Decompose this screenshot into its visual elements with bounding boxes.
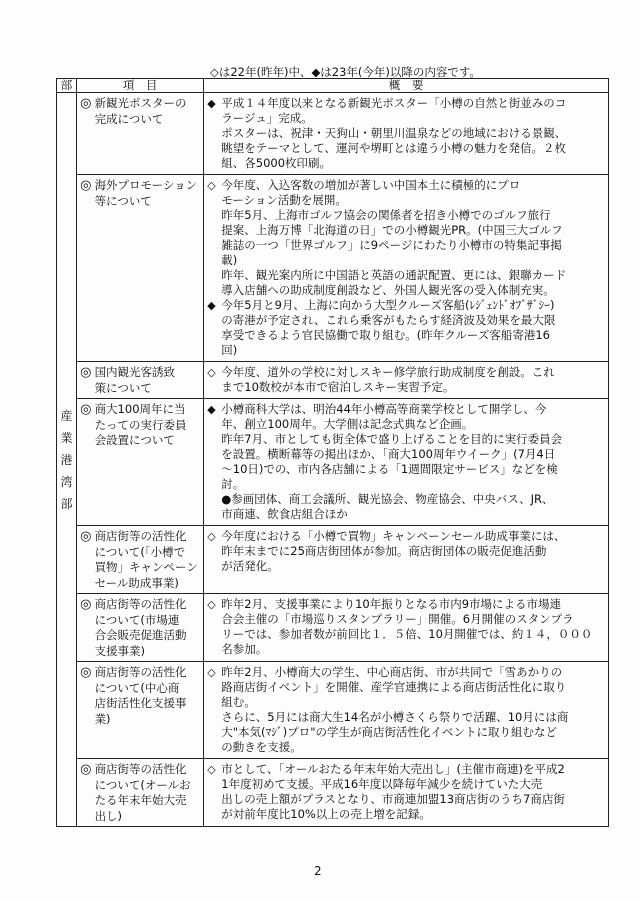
item-title-line: について(オールお (94, 777, 191, 792)
item-mark: ◎ (77, 93, 95, 175)
summary-line: 昨年2月、支援事業により10年振りとなる市内9市場による市場連 (221, 597, 562, 611)
summary-paragraph (207, 298, 605, 358)
item-title-line: 店街活性化支援事 (94, 696, 187, 710)
item-title-line: 買物」キャンペーン (94, 560, 198, 574)
item-title-line: 新観光ポスターの (94, 96, 187, 110)
summary-line: 合会主催の「市場巡りスタンプラリー」開催。6月開催のスタンプラ (221, 612, 574, 626)
item-title-line: 商店街等の活性化 (94, 597, 187, 611)
item-mark: ◎ (77, 759, 95, 827)
summary-cell (204, 399, 609, 526)
summary-line: 年、創立100周年。大学側は記念式典など企画。 (221, 417, 474, 431)
item-title-line: たっての実行委員 (94, 417, 187, 432)
bullet-marker: ◇ (207, 598, 216, 611)
bullet-marker: ◇ (207, 179, 216, 192)
department-char: 産 (60, 408, 73, 423)
department-char: 部 (60, 496, 73, 511)
item-title-line: 会設置について (94, 433, 175, 447)
page-number: 2 (314, 864, 322, 878)
summary-line: が対前年度比10%以上の売上増を記録。 (221, 807, 431, 821)
table-row (57, 362, 609, 399)
summary-text (221, 178, 605, 208)
item-title-line: 業) (94, 711, 111, 726)
item-title (95, 175, 204, 362)
summary-line: 昨年7月、市としても街全体で盛り上げることを目的に実行委員会 (221, 432, 563, 446)
summary-cell (204, 93, 609, 175)
summary-line: ●参画団体、商工会議所、観光協会、物産協会、中央バス、JR、 (221, 492, 554, 506)
item-title-line: 国内観光客誘致 (94, 365, 176, 379)
summary-line: ポスターは、祝津・天狗山・朝里川温泉などの地域における景観、 (221, 126, 567, 140)
table-row (57, 526, 609, 594)
summary-line: 組む。 (221, 695, 256, 709)
item-title (95, 662, 204, 759)
item-title-line: 完成について (94, 111, 164, 126)
header-summary: 概 要 (204, 79, 609, 93)
summary-line: 市として、「オールおたる年末年始大売出し」(主催市商連)を平成2 (221, 762, 565, 776)
table-row (57, 175, 609, 362)
table-row (57, 93, 609, 175)
summary-line: 組、各5000枚印刷。 (221, 156, 332, 170)
summary-cell (204, 759, 609, 827)
summary-cell (204, 362, 609, 399)
department-char: 業 (60, 430, 73, 445)
table-body (57, 93, 609, 827)
summary-line: の寄港が予定され、これら乗客がもたらす経済波及効果を最大限 (221, 313, 556, 327)
summary-line: 今年度、道外の学校に対しスキー修学旅行助成制度を創設。これ (221, 365, 555, 379)
summary-text (221, 665, 605, 755)
summary-line: まで10数校が本市で宿泊しスキー実習予定。 (221, 380, 455, 394)
summary-paragraph (207, 762, 605, 822)
summary-line: 今年度における「小樽で買物」キャンペーンセール助成事業には、 (221, 529, 566, 543)
summary-text (207, 268, 605, 298)
item-title (95, 759, 204, 827)
summary-line: 路商店街イベント」を開催、産学官連携による商店街活性化に取り (221, 680, 567, 694)
summary-line: 提案、上海万博「北海道の日」での小樽観光PR。(中国三大ゴルフ (221, 223, 563, 237)
summary-paragraph (207, 268, 605, 298)
summary-table (56, 78, 609, 827)
summary-cell (204, 594, 609, 662)
legend-caption: ◇は22年(昨年)中、◆は23年(今年)以降の内容です。 (210, 65, 481, 79)
department-char: 湾 (60, 474, 73, 489)
item-title-line: 策について (94, 380, 152, 395)
table-row (57, 594, 609, 662)
summary-cell (204, 526, 609, 594)
summary-line: 平成１４年度以来となる新観光ポスター「小樽の自然と街並みのコ (221, 96, 567, 110)
item-title-line: について(中心商 (94, 680, 180, 695)
item-title-line: 商店街等の活性化 (94, 665, 187, 679)
bullet-marker: ◇ (207, 366, 216, 379)
summary-paragraph (207, 402, 605, 492)
summary-line: 小樽商科大学は、明治44年小樽高等商業学校として開学し、今 (221, 402, 547, 416)
item-mark: ◎ (77, 526, 95, 594)
summary-paragraph (207, 208, 605, 268)
item-title-line: 商店街等の活性化 (94, 762, 187, 776)
item-title-line: たる年末年始大売 (94, 793, 187, 807)
summary-line: 1年度初めて支援。平成16年度以降毎年減少を続けていた大売 (221, 777, 543, 791)
summary-line: 昨年末までに25商店街団体が参加。商店街団体の販売促進活動 (221, 544, 547, 558)
summary-cell (204, 175, 609, 362)
table-row (57, 759, 609, 827)
summary-text (221, 365, 605, 395)
bullet-marker: ◇ (207, 530, 216, 543)
summary-paragraph (207, 597, 605, 657)
summary-line: 討。 (221, 477, 245, 491)
summary-line: 大"本気(ﾏｼﾞ)プロ"の学生が商店街活性化イベントに取り組むなど (221, 725, 558, 739)
summary-paragraph (207, 178, 605, 208)
summary-text (207, 492, 605, 522)
item-title-line: について(市場連 (94, 612, 180, 627)
summary-paragraph (207, 492, 605, 522)
item-title-line: 出し) (94, 808, 123, 823)
summary-line: 享受できるよう官民協働で取り組む。(昨年クルーズ客船寄港16 (221, 328, 550, 342)
item-title-line: 支援事業) (94, 643, 146, 658)
summary-line: さらに、5月には商大生14名が小樽さくら祭りで活躍、10月には商 (221, 710, 569, 724)
item-title (95, 93, 204, 175)
summary-text (221, 96, 605, 171)
summary-line: 市商連、飲食店組合ほか (221, 507, 348, 521)
summary-line: 昨年、観光案内所に中国語と英語の通訳配置、更には、銀聯カード (221, 268, 567, 282)
item-mark: ◎ (77, 362, 95, 399)
summary-line: 載) (221, 253, 238, 267)
item-title-line: 海外プロモーション (94, 178, 198, 192)
item-mark: ◎ (77, 594, 95, 662)
summary-line: が活発化。 (221, 559, 279, 573)
item-title-line: 等について (94, 193, 152, 208)
table-row (57, 662, 609, 759)
summary-line: を設置。横断幕等の掲出ほか、「商大100周年ウイーク」(7月4日 (221, 447, 556, 461)
item-title-line: について(「小樽で (94, 544, 186, 559)
summary-line: 雑誌の一つ「世界ゴルフ」に9ページにわたり小樽市の特集記事掲 (221, 238, 562, 252)
item-title-line: セール助成事業) (94, 575, 179, 590)
item-title-line: 商大100周年に当 (94, 402, 186, 416)
department-cell (57, 93, 77, 827)
summary-paragraph (207, 96, 605, 171)
item-title (95, 594, 204, 662)
summary-text (207, 208, 605, 268)
summary-paragraph (207, 365, 605, 395)
summary-text (221, 402, 605, 492)
summary-line: の動きを支援。 (221, 740, 302, 754)
bullet-marker: ◇ (207, 763, 216, 776)
department-char: 港 (60, 452, 73, 467)
summary-line: 回) (221, 343, 238, 357)
summary-paragraph (207, 665, 605, 755)
item-title (95, 526, 204, 594)
summary-text (221, 762, 605, 822)
summary-text (221, 298, 605, 358)
summary-cell (204, 662, 609, 759)
item-mark: ◎ (77, 399, 95, 526)
summary-line: 導入店舗への助成制度創設など、外国人観光客の受入体制充実。 (221, 283, 555, 297)
item-title-line: 商店街等の活性化 (94, 529, 187, 543)
summary-paragraph (207, 529, 605, 574)
summary-text (221, 597, 605, 657)
summary-line: 昨年5月、上海市ゴルフ協会の関係者を招き小樽でのゴルフ旅行 (221, 208, 551, 222)
summary-line: 今年5月と9月、上海に向かう大型クルーズ客船(ﾚｼﾞｪﾝﾄﾞｵﾌﾞｻﾞｼｰ) (221, 298, 555, 312)
summary-line: 出しの売上額がプラスとなり、市商連加盟13商店街のうち7商店街 (221, 792, 565, 806)
bullet-marker: ◇ (207, 666, 216, 679)
bullet-marker: ◆ (207, 97, 216, 110)
summary-line: モーション活動を展開。 (221, 193, 347, 207)
summary-line: ラージュ」完成。 (221, 111, 313, 125)
item-title (95, 362, 204, 399)
summary-text (221, 529, 605, 574)
summary-line: リーでは、参加者数が前回比１．５倍、10月開催では、約１４，０００ (221, 627, 593, 641)
item-mark: ◎ (77, 662, 95, 759)
summary-line: 眺望をテーマとして、運河や堺町とは違う小樽の魅力を発信。２枚 (221, 141, 567, 155)
bullet-marker: ◆ (207, 403, 216, 416)
item-mark: ◎ (77, 175, 95, 362)
header-item: 項 目 (77, 79, 204, 93)
item-title (95, 399, 204, 526)
header-dept: 部 (57, 79, 77, 93)
summary-line: 昨年2月、小樽商大の学生、中心商店街、市が共同で「雪あかりの (221, 665, 563, 679)
summary-line: 今年度、入込客数の増加が著しい中国本土に積極的にプロ (221, 178, 521, 192)
item-title-line: 合会販売促進活動 (94, 628, 187, 642)
bullet-marker: ◆ (207, 299, 216, 312)
table-row (57, 399, 609, 526)
table-header-row (57, 79, 609, 93)
summary-line: ～10日)での、市内各店舗による「1週間限定サービス」などを検 (221, 462, 558, 476)
summary-line: 名参加。 (221, 642, 268, 656)
